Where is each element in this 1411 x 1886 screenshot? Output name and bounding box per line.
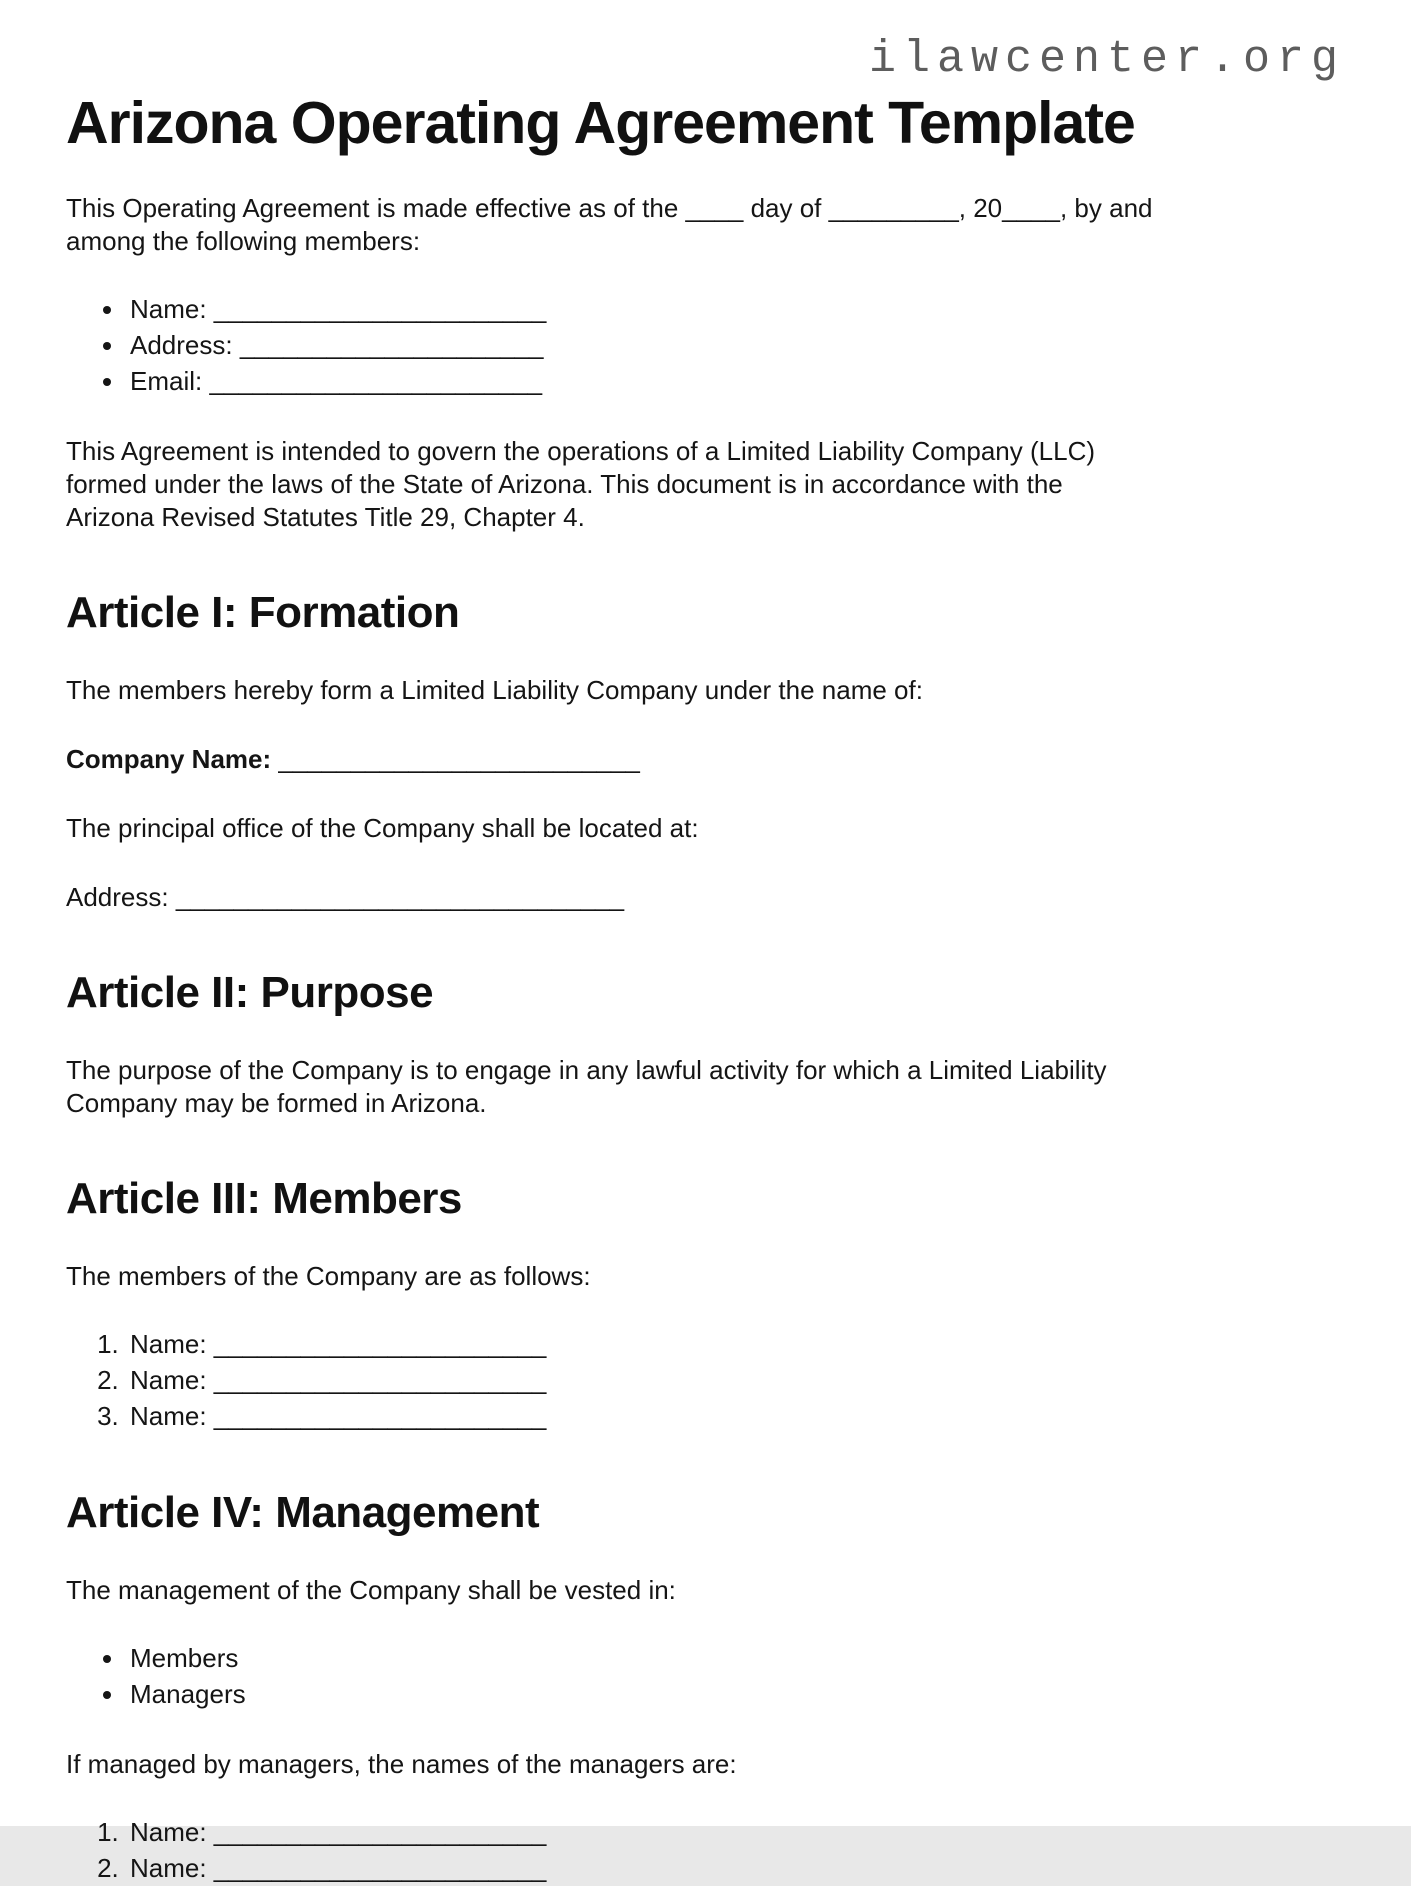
managers-intro-paragraph: If managed by managers, the names of the managers are: (66, 1749, 737, 1779)
article-4-heading: Article IV: Management (66, 1488, 540, 1537)
managers-name-list (66, 1814, 1156, 1886)
article-3-heading: Article III: Members (66, 1174, 462, 1223)
member-1-name-field: 1. Name: _______________________ (126, 1326, 1156, 1362)
member-name-field: • Name: _______________________ (126, 291, 1156, 327)
formation-paragraph: The members hereby form a Limited Liability Company under the name of: (66, 675, 923, 705)
member-address-field: • Address: _____________________ (126, 327, 1156, 363)
site-logo: ilawcenter.org (868, 34, 1345, 85)
manager-1-name-field: 1. Name: _______________________ (126, 1814, 1156, 1850)
member-2-name-field: 2. Name: _______________________ (126, 1362, 1156, 1398)
document-body (66, 192, 1156, 1886)
member-fields-list (66, 291, 1156, 399)
article-2-heading: Article II: Purpose (66, 968, 434, 1017)
purpose-paragraph: The purpose of the Company is to engage in any lawful activity for which a Limited Liability Company may be formed in Arizona. (66, 1055, 1107, 1118)
company-name-label: Company Name: (66, 744, 272, 774)
document-title: Arizona Operating Agreement Template (66, 90, 1135, 156)
manager-2-name-field: 2. Name: _______________________ (126, 1850, 1156, 1886)
company-name-blank: _________________________ (278, 744, 640, 774)
member-email-field: • Email: _______________________ (126, 363, 1156, 399)
office-address-line (66, 881, 1156, 914)
office-address-label: Address: (66, 882, 169, 912)
effective-date-paragraph: This Operating Agreement is made effective as of the ____ day of _________, 20____, by and among the following members: (66, 193, 1153, 256)
management-option-members: • Members (126, 1640, 1156, 1676)
article-1-heading: Article I: Formation (66, 588, 460, 637)
management-option-managers: • Managers (126, 1676, 1156, 1712)
company-name-line (66, 743, 1156, 776)
management-intro-paragraph: The management of the Company shall be vested in: (66, 1575, 676, 1605)
office-address-blank: _______________________________ (175, 882, 625, 912)
principal-office-paragraph: The principal office of the Company shall be located at: (66, 813, 699, 843)
members-intro-paragraph: The members of the Company are as follows: (66, 1261, 591, 1291)
members-name-list (66, 1326, 1156, 1434)
member-3-name-field: 3. Name: _______________________ (126, 1398, 1156, 1434)
governing-law-paragraph: This Agreement is intended to govern the operations of a Limited Liability Company (LLC) formed under the laws of the State of Arizona. This document is in accordance with the Arizona Revised Statutes Title 29, Chapter 4. (66, 436, 1096, 532)
management-options-list (66, 1640, 1156, 1712)
